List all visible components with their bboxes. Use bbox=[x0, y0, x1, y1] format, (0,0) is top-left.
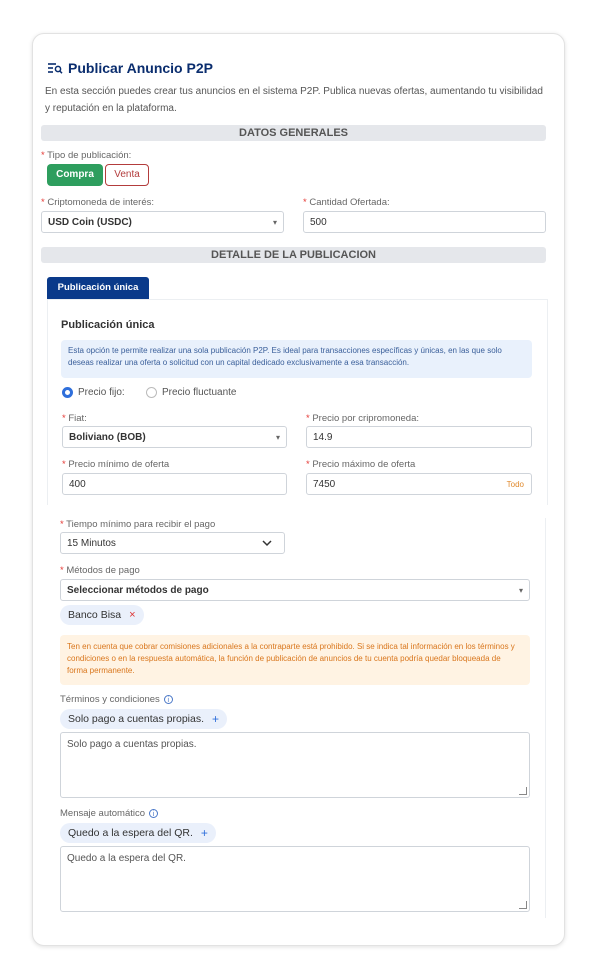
info-icon: i bbox=[164, 695, 173, 704]
precio-min-input[interactable]: 400 bbox=[62, 473, 287, 495]
terminos-textarea[interactable] bbox=[60, 732, 530, 798]
mensaje-textarea[interactable] bbox=[60, 846, 530, 912]
fiat-select[interactable] bbox=[62, 426, 287, 448]
caret-down-icon: ▾ bbox=[518, 586, 523, 595]
radio-checked-icon bbox=[62, 387, 73, 398]
resize-handle-icon[interactable] bbox=[519, 901, 527, 909]
metodos-select[interactable] bbox=[60, 579, 530, 601]
cripto-select[interactable] bbox=[41, 211, 284, 233]
tipo-publicacion-label: * Tipo de publicación: bbox=[41, 150, 132, 161]
precio-max-input[interactable] bbox=[306, 473, 532, 495]
precio-cripto-input[interactable]: 14.9 bbox=[306, 426, 532, 448]
precio-fijo-radio[interactable] bbox=[62, 387, 125, 398]
fiat-label: * Fiat: bbox=[62, 413, 87, 424]
page-description: En esta sección puedes crear tus anuncios en el sistema P2P. Publica nuevas ofertas, aumentando tu visibilidad y reputación en la plataforma. bbox=[45, 86, 543, 114]
caret-down-icon: ▾ bbox=[272, 218, 277, 227]
metodo-chip-label: Banco Bisa bbox=[68, 609, 122, 621]
cantidad-input[interactable]: 500 bbox=[303, 211, 546, 233]
info-icon: i bbox=[149, 809, 158, 818]
cantidad-label: * Cantidad Ofertada: bbox=[303, 197, 390, 208]
precio-max-label: * Precio máximo de oferta bbox=[306, 459, 416, 470]
venta-button[interactable]: Venta bbox=[105, 164, 149, 186]
terminos-textarea-value: Solo pago a cuentas propias. bbox=[67, 739, 197, 750]
warning-box: Ten en cuenta que cobrar comisiones adicionales a la contraparte está prohibido. Si se indica tal información en los términos y condiciones o en la respuesta automática, la función de publicación de anuncios de tu cuenta podría quedar bloqueada de forma permanente. bbox=[60, 635, 530, 685]
cripto-select-value: USD Coin (USDC) bbox=[48, 217, 132, 228]
tiempo-select[interactable] bbox=[60, 532, 285, 554]
panel-border bbox=[545, 518, 546, 918]
metodos-label: * Métodos de pago bbox=[60, 565, 140, 576]
info-box: Esta opción te permite realizar una sola publicación P2P. Es ideal para transacciones específicas y únicas, en las que solo deseas realizar una oferta o solicitud con un capital dedicado exclusivamente a esa transacción. bbox=[61, 340, 532, 378]
compra-button[interactable]: Compra bbox=[47, 164, 103, 186]
metodo-chip bbox=[60, 605, 144, 625]
precio-min-label: * Precio mínimo de oferta bbox=[62, 459, 170, 470]
mensaje-label: Mensaje automático i bbox=[60, 808, 158, 819]
precio-max-value: 7450 bbox=[313, 479, 336, 490]
fiat-select-value: Boliviano (BOB) bbox=[69, 432, 146, 443]
panel-title: Publicación única bbox=[61, 319, 155, 331]
precio-fluctuante-label: Precio fluctuante bbox=[162, 387, 237, 398]
precio-fijo-label: Precio fijo: bbox=[78, 387, 125, 398]
mensaje-textarea-value: Quedo a la espera del QR. bbox=[67, 853, 186, 864]
tiempo-label: * Tiempo mínimo para recibir el pago bbox=[60, 519, 216, 530]
section-detalle: DETALLE DE LA PUBLICACION bbox=[41, 247, 546, 263]
terminos-chip-label: Solo pago a cuentas propias. bbox=[68, 713, 205, 725]
search-list-icon bbox=[47, 62, 63, 74]
radio-unchecked-icon bbox=[146, 387, 157, 398]
cripto-label: * Criptomoneda de interés: bbox=[41, 197, 155, 208]
plus-icon: + bbox=[200, 826, 208, 840]
page-title bbox=[47, 60, 213, 76]
precio-cripto-label: * Precio por cripromoneda: bbox=[306, 413, 420, 424]
terminos-label: Términos y condiciones i bbox=[60, 694, 173, 705]
todo-link[interactable]: Todo bbox=[506, 480, 524, 489]
page-title-text: Publicar Anuncio P2P bbox=[68, 60, 213, 76]
terminos-chip[interactable] bbox=[60, 709, 227, 729]
caret-down-icon: ▾ bbox=[275, 433, 280, 442]
section-datos-generales: DATOS GENERALES bbox=[41, 125, 546, 141]
resize-handle-icon[interactable] bbox=[519, 787, 527, 795]
close-icon[interactable]: × bbox=[129, 609, 136, 621]
mensaje-chip-label: Quedo a la espera del QR. bbox=[68, 827, 193, 839]
tab-publicacion-unica[interactable]: Publicación única bbox=[47, 277, 149, 299]
tiempo-select-value: 15 Minutos bbox=[67, 538, 116, 549]
plus-icon: + bbox=[212, 712, 220, 726]
metodos-select-placeholder: Seleccionar métodos de pago bbox=[67, 585, 209, 596]
chevron-down-icon bbox=[262, 540, 272, 547]
precio-fluctuante-radio[interactable] bbox=[146, 387, 237, 398]
mensaje-chip[interactable] bbox=[60, 823, 216, 843]
publish-ad-card bbox=[32, 33, 565, 946]
